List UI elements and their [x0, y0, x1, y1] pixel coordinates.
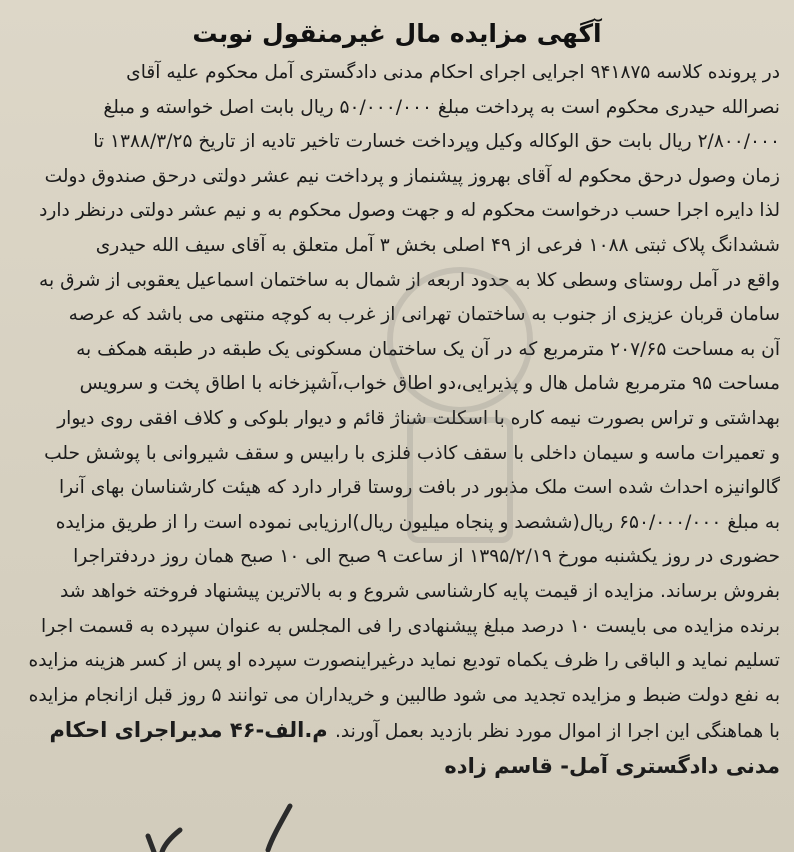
- notice-title: آگهی مزایده مال غیرمنقول نوبت: [192, 19, 602, 48]
- body-line: مساحت ۹۵ مترمربع شامل هال و پذیرایی،دو اطاق خواب،آشپزخانه با اطاق پخت و سرویس: [79, 373, 780, 395]
- body-line: و تعمیرات ماسه و سیمان داخلی با سقف کاذب فلزی با رابیس و سقف شیروانی با پوشش حلب: [44, 442, 780, 464]
- body-line: تسلیم نماید و الباقی را ظرف یکماه تودیع نماید درغیراینصورت سپرده او پس از کسر هزینه مزایده: [28, 650, 780, 672]
- body-line: به مبلغ ۶۵۰/۰۰۰/۰۰۰ ریال(ششصد و پنجاه میلیون ریال)ارزیابی نموده است را از طریق مزایده: [55, 511, 780, 533]
- body-line: آن به مساحت ۲۰۷/۶۵ مترمربع که در آن یک ساختمان مسکونی یک طبقه در طبقه همکف به: [76, 338, 780, 360]
- notice-body: [14, 56, 780, 783]
- closing-text: با هماهنگی این اجرا از اموال مورد نظر بازدید بعمل آورند.: [335, 721, 780, 743]
- body-line: لذا دایره اجرا حسب درخواست محکوم له و جهت وصول محکوم به و نیم عشر دولتی درنظر دارد: [39, 200, 780, 222]
- body-line: در پرونده کلاسه ۹۴۱۸۷۵ اجرایی اجرای احکام مدنی دادگستری آمل محکوم علیه آقای: [126, 62, 780, 83]
- body-line: بفروش برساند. مزایده از قیمت پایه کارشناسی شروع و به بالاترین پیشنهاد فروخته خواهد شد: [59, 580, 780, 602]
- body-line: حضوری در روز یکشنبه مورخ ۱۳۹۵/۲/۱۹ از ساعت ۹ صبح الی ۱۰ صبح همان روز دردفتراجرا: [73, 546, 780, 568]
- handwritten-mark-icon: [140, 800, 320, 852]
- body-line: نصرالله حیدری محکوم است به پرداخت مبلغ ۵۰/۰۰۰/۰۰۰ ریال بابت اصل خواسته و مبلغ: [103, 96, 780, 118]
- body-line: بهداشتی و تراس بصورت نیمه کاره با اسکلت شناژ قائم و دیوار بلوکی و کلاف افقی روی دیوار: [57, 407, 780, 429]
- body-line: به نفع دولت ضبط و مزایده تجدید می شود طالبین و خریداران می توانند ۵ روز قبل ازانجام مزایده: [28, 684, 780, 706]
- closing-line: [14, 713, 780, 749]
- body-line: برنده مزایده می بایست ۱۰ درصد مبلغ پیشنهادی را فی المجلس به عنوان سپرده به قسمت اجرا: [41, 615, 780, 637]
- issuer-signature-line: مدنی دادگستری آمل- قاسم زاده: [444, 754, 780, 779]
- body-line: ششدانگ پلاک ثبتی ۱۰۸۸ فرعی از ۴۹ اصلی بخش ۳ آمل متعلق به آقای سیف الله حیدری: [95, 234, 780, 256]
- body-line: ۲/۸۰۰/۰۰۰ ریال بابت حق الوکاله وکیل وپرداخت خسارت تاخیر تادیه از تاریخ ۱۳۸۸/۳/۲۵ تا: [93, 131, 780, 153]
- body-line: زمان وصول درحق محکوم له آقای بهروز پیشنماز و پرداخت نیم عشر دولتی درحق صندوق دولت: [44, 165, 780, 187]
- body-line: واقع در آمل روستای وسطی کلا به حدود اربعه از شمال به ساختمان اسماعیل یعقوبی از شرق به: [39, 269, 780, 291]
- body-line: گالوانیزه احداث شده است ملک مذبور در بافت روستا قرار دارد که هیئت کارشناسان بهای آنرا: [59, 477, 780, 499]
- issuer-title: مدیراجرای احکام: [49, 718, 223, 743]
- reference-code: م.الف-۴۶: [229, 718, 328, 743]
- body-line: سامان قربان عزیزی از جنوب به ساختمان تهرانی از غرب به کوچه منتهی می باشد که عرصه: [68, 304, 780, 326]
